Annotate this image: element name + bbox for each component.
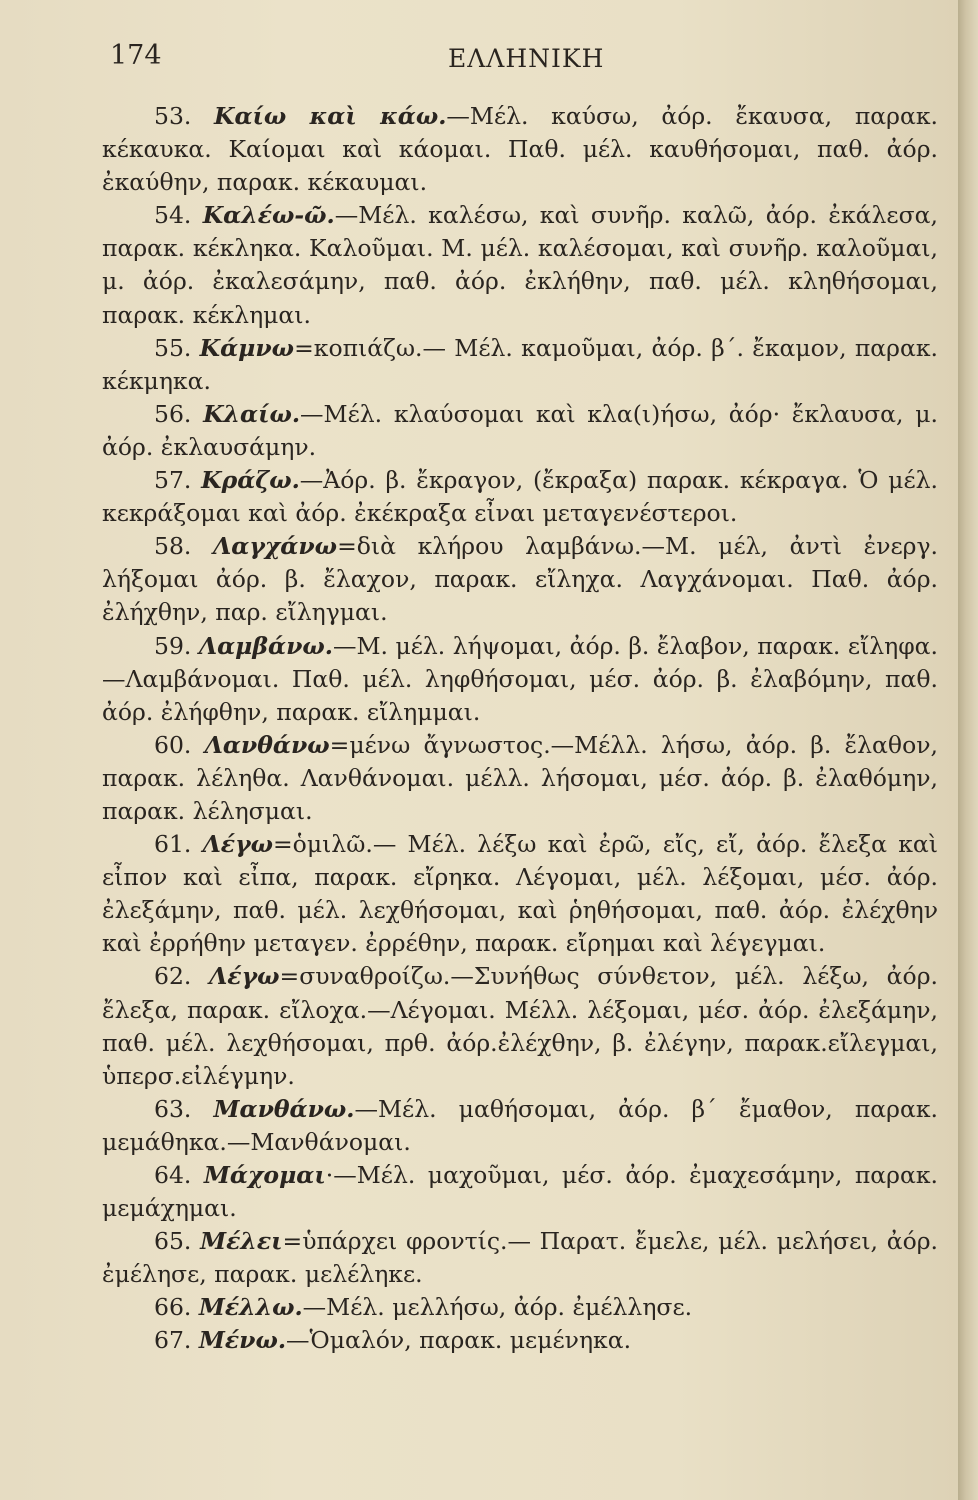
verb-headword: Μέλει bbox=[200, 1227, 283, 1256]
running-title: ΕΛΛΗΝΙΚΗ bbox=[448, 44, 605, 73]
verb-forms: =ὁμιλῶ.— Μέλ. λέξω καὶ ἐρῶ, εἴς, εἴ, ἀόρ. ἔλεξα καὶ εἶπον καὶ εἶπα, παρακ. εἴρηκα. Λέγομαι, μέλ. λέξομαι, μέσ. ἀόρ. ἐλεξάμην, παθ. μέλ. λεχθήσομαι, καὶ ῥηθήσομαι, παθ. ἀόρ. ἐλέχθην καὶ ἐρρήθην μεταγεν. ἐρρέθην, παρακ. εἴρημαι καὶ λέγεγμαι. bbox=[102, 830, 938, 958]
verb-entry: 64. Μάχομαι·—Μέλ. μαχοῦμαι, μέσ. ἀόρ. ἐμαχεσάμην, παρακ. μεμάχημαι. bbox=[102, 1161, 938, 1223]
verb-forms: —Μέλ. κλαύσομαι καὶ κλα(ι)ήσω, ἀόρ· ἔκλαυσα, μ. ἀόρ. ἐκλαυσάμην. bbox=[102, 399, 938, 461]
verb-headword: Κλαίω. bbox=[203, 399, 301, 428]
verb-headword: Μάχομαι bbox=[203, 1161, 326, 1189]
verb-entry: 57. Κράζω.—Ἀόρ. β. ἔκραγον, (ἔκραξα) παρακ. κέκραγα. Ὁ μέλ. κεκράξομαι καὶ ἀόρ. ἐκέκραξα εἶναι μεταγενέστεροι. bbox=[102, 466, 938, 528]
book-edge bbox=[958, 0, 978, 1500]
verb-headword: Λανθάνω bbox=[204, 730, 330, 759]
verb-headword: Καλέω-ῶ. bbox=[202, 201, 335, 230]
verb-forms: —Μέλ. καύσω, ἀόρ. ἔκαυσα, παρακ. κέκαυκα. Καίομαι καὶ κάομαι. Παθ. μέλ. καυθήσομαι, παθ. ἀόρ. ἐκαύθην, παρακ. κέκαυμαι. bbox=[102, 102, 938, 197]
verb-entry: 61. Λέγω=ὁμιλῶ.— Μέλ. λέξω καὶ ἐρῶ, εἴς, εἴ, ἀόρ. ἔλεξα καὶ εἶπον καὶ εἶπα, παρακ. εἴρηκα. Λέγομαι, μέλ. λέξομαι, μέσ. ἀόρ. ἐλεξάμην, παθ. μέλ. λεχθήσομαι, καὶ ῥηθήσομαι, παθ. ἀόρ. ἐλέχθην καὶ ἐρρήθην μεταγεν. ἐρρέθην, παρακ. εἴρημαι καὶ λέγεγμαι. bbox=[102, 830, 938, 958]
verb-headword: Κάμνω bbox=[199, 333, 295, 362]
verb-forms: —Μέλ. μαθήσομαι, ἀόρ. β΄ ἔμαθον, παρακ. μεμάθηκα.—Μανθάνομαι. bbox=[102, 1094, 938, 1156]
verb-headword: Μανθάνω. bbox=[213, 1094, 355, 1123]
verb-entry: 65. Μέλει=ὑπάρχει φροντίς.— Παρατ. ἔμελε, μέλ. μελήσει, ἀόρ. ἐμέλησε, παρακ. μελέληκε. bbox=[102, 1227, 938, 1289]
verb-entry: 63. Μανθάνω.—Μέλ. μαθήσομαι, ἀόρ. β΄ ἔμαθον, παρακ. μεμάθηκα.—Μανθάνομαι. bbox=[102, 1094, 938, 1156]
verb-forms: =συναθροίζω.—Συνήθως σύνθετον, μέλ. λέξω, ἀόρ. ἔλεξα, παρακ. εἴλοχα.—Λέγομαι. Μέλλ. λέξομαι, μέσ. ἀόρ. ἐλεξάμην, παθ. μέλ. λεχθήσομαι, πρθ. ἀόρ.ἐλέχθην, β. ἐλέγην, παρακ.εἴλεγμαι, ὑπερσ.εἰλέγμην. bbox=[102, 962, 938, 1090]
verb-entry: 56. Κλαίω.—Μέλ. κλαύσομαι καὶ κλα(ι)ήσω, ἀόρ· ἔκλαυσα, μ. ἀόρ. ἐκλαυσάμην. bbox=[102, 399, 938, 461]
verb-headword: Λαμβάνω. bbox=[198, 631, 333, 660]
verb-entry: 55. Κάμνω=κοπιάζω.— Μέλ. καμοῦμαι, ἀόρ. β΄. ἔκαμον, παρακ. κέκμηκα. bbox=[102, 333, 938, 395]
verb-forms: =διὰ κλήρου λαμβάνω.—Μ. μέλ, ἀντὶ ἐνεργ. λήξομαι ἀόρ. β. ἔλαχον, παρακ. εἴληχα. Λαγχάνομαι. Παθ. ἀόρ. ἐλήχθην, παρ. εἴληγμαι. bbox=[102, 532, 938, 627]
page-number: 174 bbox=[110, 40, 162, 71]
verb-headword: Καίω καὶ κάω. bbox=[214, 102, 447, 130]
verb-list bbox=[102, 100, 938, 1358]
verb-forms: —Ἀόρ. β. ἔκραγον, (ἔκραξα) παρακ. κέκραγα. Ὁ μέλ. κεκράξομαι καὶ ἀόρ. ἐκέκραξα εἶναι μεταγενέστεροι. bbox=[102, 466, 938, 528]
verb-forms: —Ὁμαλόν, παρακ. μεμένηκα. bbox=[286, 1326, 632, 1355]
verb-headword: Λαγχάνω bbox=[213, 532, 338, 561]
verb-entry: 58. Λαγχάνω=διὰ κλήρου λαμβάνω.—Μ. μέλ, ἀντὶ ἐνεργ. λήξομαι ἀόρ. β. ἔλαχον, παρακ. εἴληχα. Λαγχάνομαι. Παθ. ἀόρ. ἐλήχθην, παρ. εἴληγμαι. bbox=[102, 532, 938, 627]
verb-forms: —Μέλ. καλέσω, καὶ συνῆρ. καλῶ, ἀόρ. ἐκάλεσα, παρακ. κέκληκα. Καλοῦμαι. Μ. μέλ. καλέσομαι, καὶ συνῆρ. καλοῦμαι, μ. ἀόρ. ἐκαλεσάμην, παθ. ἀόρ. ἐκλήθην, παθ. μέλ. κληθήσομαι, παρακ. κέκλημαι. bbox=[102, 201, 938, 329]
verb-entry: 53. Καίω καὶ κάω.—Μέλ. καύσω, ἀόρ. ἔκαυσα, παρακ. κέκαυκα. Καίομαι καὶ κάομαι. Παθ. μέλ. καυθήσομαι, παθ. ἀόρ. ἐκαύθην, παρακ. κέκαυμαι. bbox=[102, 102, 938, 197]
verb-headword: Κράζω. bbox=[201, 466, 300, 495]
verb-forms: ·—Μέλ. μαχοῦμαι, μέσ. ἀόρ. ἐμαχεσάμην, παρακ. μεμάχημαι. bbox=[102, 1161, 938, 1223]
verb-entry: 66. Μέλλω.—Μέλ. μελλήσω, ἀόρ. ἐμέλλησε. bbox=[154, 1293, 693, 1322]
verb-headword: Λέγω bbox=[202, 830, 273, 859]
verb-entry: 59. Λαμβάνω.—Μ. μέλ. λήψομαι, ἀόρ. β. ἔλαβον, παρακ. εἴληφα. —Λαμβάνομαι. Παθ. μέλ. ληφθήσομαι, μέσ. ἀόρ. β. ἐλαβόμην, παθ. ἀόρ. ἐλήφθην, παρακ. εἴλημμαι. bbox=[102, 631, 938, 726]
verb-forms: =ὑπάρχει φροντίς.— Παρατ. ἔμελε, μέλ. μελήσει, ἀόρ. ἐμέλησε, παρακ. μελέληκε. bbox=[102, 1227, 938, 1289]
page-header bbox=[0, 36, 960, 76]
verb-forms: —Μέλ. μελλήσω, ἀόρ. ἐμέλλησε. bbox=[302, 1293, 693, 1322]
verb-forms: =κοπιάζω.— Μέλ. καμοῦμαι, ἀόρ. β΄. ἔκαμον, παρακ. κέκμηκα. bbox=[102, 333, 938, 395]
verb-headword: Λέγω bbox=[209, 962, 280, 991]
verb-headword: Μέλλω. bbox=[198, 1293, 303, 1322]
verb-forms: —Μ. μέλ. λήψομαι, ἀόρ. β. ἔλαβον, παρακ. εἴληφα. —Λαμβάνομαι. Παθ. μέλ. ληφθήσομαι, μέσ. ἀόρ. β. ἐλαβόμην, παθ. ἀόρ. ἐλήφθην, παρακ. εἴλημμαι. bbox=[102, 631, 938, 726]
verb-forms: =μένω ἄγνωστος.—Μέλλ. λήσω, ἀόρ. β. ἔλαθον, παρακ. λέληθα. Λανθάνομαι. μέλλ. λήσομαι, μέσ. ἀόρ. β. ἐλαθόμην, παρακ. λέλησμαι. bbox=[102, 730, 938, 825]
verb-entry: 54. Καλέω-ῶ.—Μέλ. καλέσω, καὶ συνῆρ. καλῶ, ἀόρ. ἐκάλεσα, παρακ. κέκληκα. Καλοῦμαι. Μ. μέλ. καλέσομαι, καὶ συνῆρ. καλοῦμαι, μ. ἀόρ. ἐκαλεσάμην, παθ. ἀόρ. ἐκλήθην, παθ. μέλ. κληθήσομαι, παρακ. κέκλημαι. bbox=[102, 201, 938, 329]
verb-entry: 67. Μένω.—Ὁμαλόν, παρακ. μεμένηκα. bbox=[154, 1326, 632, 1355]
verb-entry: 60. Λανθάνω=μένω ἄγνωστος.—Μέλλ. λήσω, ἀόρ. β. ἔλαθον, παρακ. λέληθα. Λανθάνομαι. μέλλ. λήσομαι, μέσ. ἀόρ. β. ἐλαθόμην, παρακ. λέλησμαι. bbox=[102, 730, 938, 825]
verb-headword: Μένω. bbox=[198, 1326, 287, 1355]
verb-entry: 62. Λέγω=συναθροίζω.—Συνήθως σύνθετον, μέλ. λέξω, ἀόρ. ἔλεξα, παρακ. εἴλοχα.—Λέγομαι. Μέλλ. λέξομαι, μέσ. ἀόρ. ἐλεξάμην, παθ. μέλ. λεχθήσομαι, πρθ. ἀόρ.ἐλέχθην, β. ἐλέγην, παρακ.εἴλεγμαι, ὑπερσ.εἰλέγμην. bbox=[102, 962, 938, 1090]
